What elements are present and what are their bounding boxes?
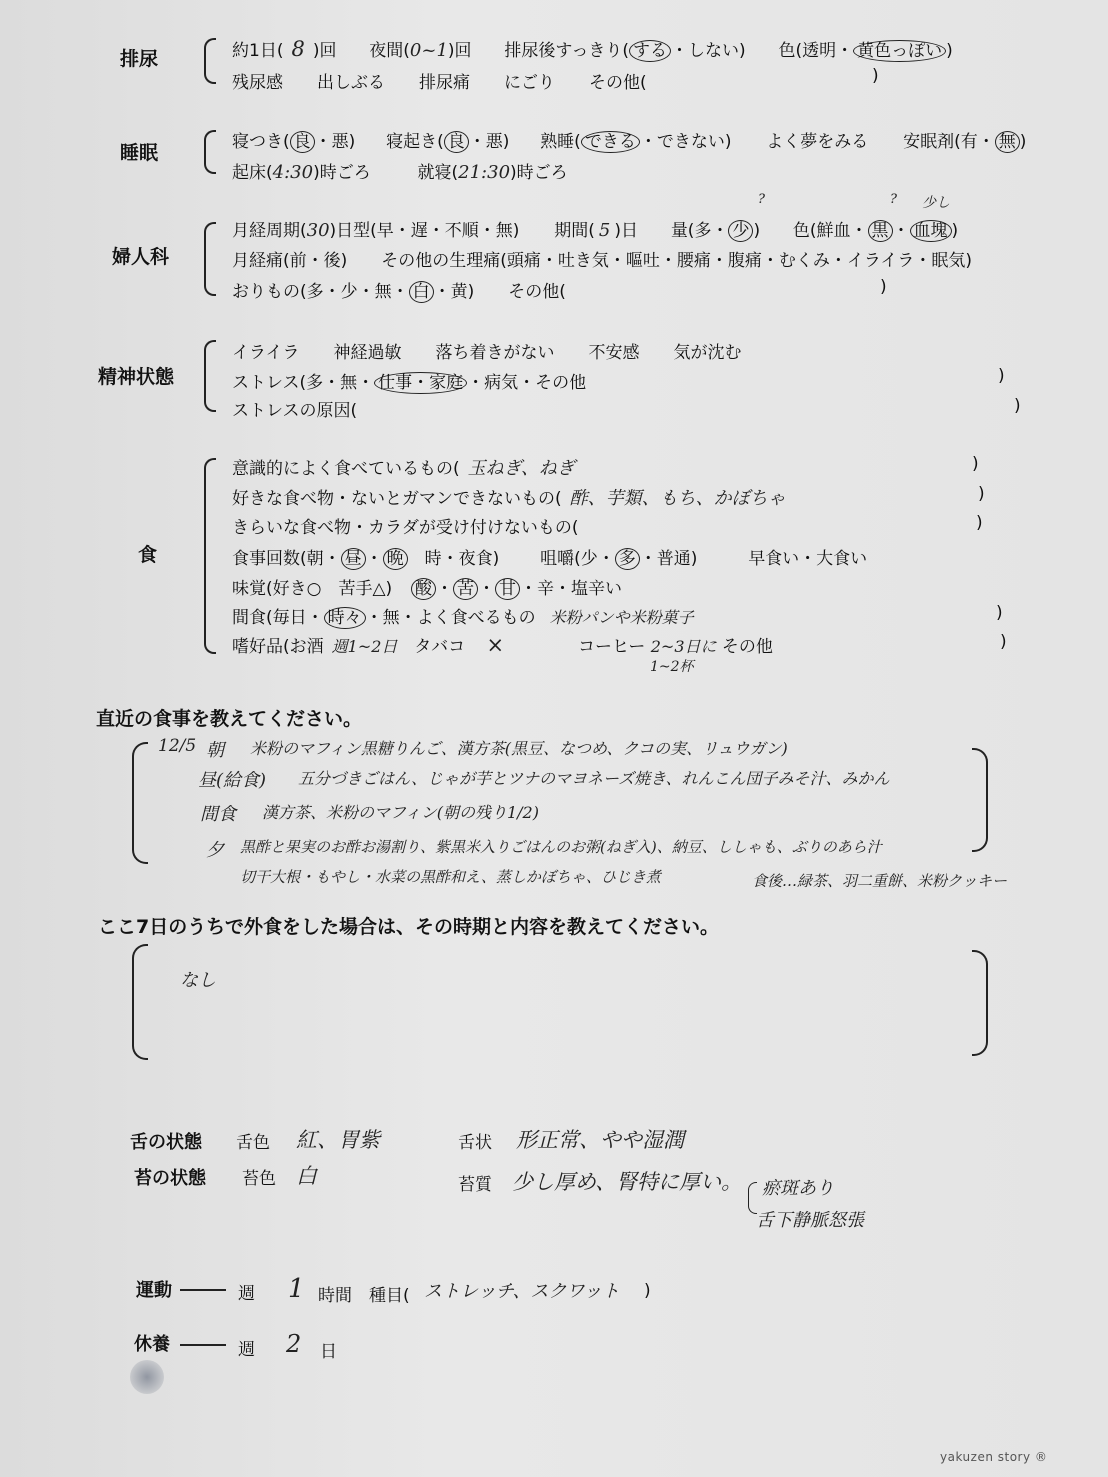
mental-label: 精神状態 xyxy=(98,366,175,388)
gyn-line1: 月経周期(30)日型(早・遅・不順・無) 期間( 5 )日 量(多・ 少 ) 色(鮮血・ 黒 ・ 血塊 ) xyxy=(232,220,959,241)
food-line2: 好きな食べ物・ないとガマンできないもの( 酢、芋類、もち、かぼちゃ xyxy=(232,488,786,509)
gyn-line3: おりもの(多・少・無・ 白 ・黄) その他( xyxy=(232,282,566,302)
coating-quality-label: 苔質 xyxy=(458,1175,492,1195)
gyn-color-circle-black: 黒 xyxy=(868,220,893,242)
food-taste-sweet: 甘 xyxy=(495,578,520,600)
meal-row-breakfast-label: 朝 xyxy=(206,740,224,761)
sleep-pill-circle: 無 xyxy=(995,131,1020,153)
sleep-label: 睡眠 xyxy=(120,142,159,164)
mental-stress-circle: 仕事・家庭 xyxy=(374,372,467,394)
urination-brace xyxy=(204,38,216,84)
food-line1: 意識的によく食べているもの( 玉ねぎ、ねぎ xyxy=(232,458,575,479)
mental-line1: イライラ 神経過敏 落ち着きがない 不安感 気が沈む xyxy=(232,343,742,363)
food-coffee: コーヒー 2~3日に その他 xyxy=(578,637,773,657)
food-chew-circle: 多 xyxy=(615,548,640,570)
mental-line2-close: ) xyxy=(998,366,1005,386)
urination-color-circle: 黄色っぽい xyxy=(853,40,946,62)
food-coffee-value2: 1~2杯 xyxy=(650,659,694,675)
exercise-close: ) xyxy=(644,1281,651,1301)
exercise-items: ストレッチ、スクワット xyxy=(424,1281,620,1302)
tongue-shape-value: 形正常、やや湿潤 xyxy=(516,1128,684,1152)
urination-line1: 約1日( 8 )回 夜間(0~1)回 排尿後すっきり( する ・しない) 色(透明・ 黄色っぽい ) xyxy=(232,37,953,61)
exercise-dash xyxy=(180,1289,226,1291)
food-coffee-value: 2~3日に xyxy=(650,637,717,656)
urination-after-circle: する xyxy=(629,40,671,62)
meal-row-lunch-label: 昼(給食) xyxy=(198,770,267,791)
sleep-rise-value: 4:30 xyxy=(272,162,314,183)
gyn-line3-close: ) xyxy=(880,277,887,297)
tongue-color-value: 紅、胃紫 xyxy=(296,1128,380,1152)
rest-week: 週 xyxy=(238,1340,255,1360)
mental-line3: ストレスの原因( xyxy=(232,401,358,421)
recent-meals-bracket-right xyxy=(972,748,988,852)
food-line7-close: ) xyxy=(1000,632,1007,652)
meal-after: 食後…緑茶、羽二重餅、米粉クッキー xyxy=(752,872,1008,890)
meal-row-snack-label: 間食 xyxy=(200,804,236,825)
meal-row-snack-text: 漢方茶、米粉のマフィン(朝の残り1/2) xyxy=(262,803,539,822)
gyn-note-q2: ? xyxy=(890,192,897,207)
recent-meals-title: 直近の食事を教えてください。 xyxy=(96,708,363,730)
sleep-wake-circle: 良 xyxy=(444,131,469,153)
food-line6: 間食(毎日・ 時々 ・無・よく食べるもの 米粉パンや米粉菓子 xyxy=(232,608,694,628)
food-meal-circle-dinner: 晩 xyxy=(383,548,408,570)
eating-out-bracket-left xyxy=(132,944,148,1060)
gyn-cycle-value: 30 xyxy=(306,220,330,241)
footer-logo: yakuzen story ® xyxy=(940,1450,1048,1464)
food-tobacco-value: × xyxy=(486,633,505,657)
exercise-value: 1 xyxy=(288,1274,305,1304)
food-taste-bitter: 苦 xyxy=(453,578,478,600)
sleep-line2: 起床(4:30)時ごろ 就寝(21:30)時ごろ xyxy=(232,162,568,183)
tongue-note2: 舌下静脈怒張 xyxy=(756,1210,864,1231)
food-snack-value: 米粉パンや米粉菓子 xyxy=(549,608,694,627)
meal-extra: 切干大根・もやし・水菜の黒酢和え、蒸しかぼちゃ、ひじき煮 xyxy=(240,868,661,886)
food-line1-close: ) xyxy=(972,454,979,474)
urination-night-value: 0~1 xyxy=(409,40,448,61)
food-line2-close: ) xyxy=(978,484,985,504)
sleep-line1: 寝つき( 良 ・悪) 寝起き( 良 ・悪) 熟睡( できる ・できない) よく夢をみる 安眠剤(有・ 無 ) xyxy=(232,132,1027,152)
exercise-label: 運動 xyxy=(136,1280,172,1301)
gyn-line2: 月経痛(前・後) その他の生理痛(頭痛・吐き気・嘔吐・腰痛・腹痛・むくみ・イライラ・眠気) xyxy=(232,251,973,271)
sleep-onset-circle: 良 xyxy=(290,131,315,153)
urination-label: 排尿 xyxy=(120,48,159,70)
food-alcohol-value: 週1~2日 xyxy=(331,637,398,656)
gyn-period-value: 5 xyxy=(598,220,611,241)
recent-meals-date: 12/5 xyxy=(158,736,197,756)
food-brace xyxy=(204,458,216,654)
rest-dash xyxy=(180,1344,226,1346)
eating-out-bracket-right xyxy=(972,950,988,1056)
gyn-brace xyxy=(204,222,216,296)
eating-out-value: なし xyxy=(180,970,216,991)
ink-smudge xyxy=(130,1360,164,1394)
food-conscious-value: 玉ねぎ、ねぎ xyxy=(467,458,575,479)
meal-row-dinner-label: 夕 xyxy=(206,840,224,861)
food-line5: 味覚(好き○ 苦手△) 酸 ・ 苦 ・ 甘 ・辛・塩辛い xyxy=(232,579,622,599)
food-meal-circle-lunch: 昼 xyxy=(341,548,366,570)
coating-color-label: 苔色 xyxy=(242,1169,276,1189)
meal-row-lunch-text: 五分づきごはん、じゃが芋とツナのマヨネーズ焼き、れんこん団子みそ汁、みかん xyxy=(298,769,890,788)
mental-line2: ストレス(多・無・ 仕事・家庭 ・病気・その他 xyxy=(232,373,587,393)
food-taste-sour: 酸 xyxy=(411,578,436,600)
mental-line3-close: ) xyxy=(1014,396,1021,416)
rest-value: 2 xyxy=(286,1330,302,1358)
food-snack-circle: 時々 xyxy=(324,607,366,629)
gyn-note-little: 少し xyxy=(922,195,950,211)
food-line4: 食事回数(朝・ 昼 ・ 晩 時・夜食) 咀嚼(少・ 多 ・普通) 早食い・大食い xyxy=(232,549,868,569)
gyn-discharge-circle: 白 xyxy=(409,281,434,303)
recent-meals-bracket-left xyxy=(132,742,148,864)
rest-label: 休養 xyxy=(134,1334,170,1355)
food-line3-close: ) xyxy=(976,513,983,533)
tongue-color-label: 舌色 xyxy=(236,1133,270,1153)
food-favorite-value: 酢、芋類、もち、かぼちゃ xyxy=(569,488,786,509)
food-line6-close: ) xyxy=(996,603,1003,623)
gyn-note-q1: ? xyxy=(758,192,765,207)
sleep-brace xyxy=(204,130,216,174)
mental-brace xyxy=(204,340,216,412)
tongue-label: 舌の状態 xyxy=(130,1132,202,1153)
food-line7: 嗜好品(お酒 週1~2日 タバコ × xyxy=(232,633,505,657)
tongue-shape-label: 舌状 xyxy=(458,1133,492,1153)
eating-out-title: ここ7日のうちで外食をした場合は、その時期と内容を教えてください。 xyxy=(98,916,720,938)
sleep-deep-circle: できる xyxy=(581,131,640,153)
gyn-color-circle-clot: 血塊 xyxy=(910,220,952,242)
food-line3: きらいな食べ物・カラダが受け付けないもの( xyxy=(232,518,579,538)
urination-line2: 残尿感 出しぶる 排尿痛 にごり その他( xyxy=(232,73,647,93)
urination-freq-value: 8 xyxy=(291,37,305,61)
coating-label: 苔の状態 xyxy=(134,1168,206,1189)
gyn-label: 婦人科 xyxy=(112,246,170,268)
rest-unit: 日 xyxy=(320,1342,337,1362)
sleep-bed-value: 21:30 xyxy=(458,162,511,183)
coating-quality-value: 少し厚め、腎特に厚い。 xyxy=(512,1170,743,1194)
gyn-amount-circle: 少 xyxy=(728,220,753,242)
exercise-unit: 時間 種目( xyxy=(318,1286,410,1306)
exercise-week: 週 xyxy=(238,1284,255,1304)
meal-row-dinner-text: 黒酢と果実のお酢お湯割り、紫黒米入りごはんのお粥(ねぎ入)、納豆、ししゃも、ぶりのあら汁 xyxy=(240,838,882,856)
meal-row-breakfast-text: 米粉のマフィン黒糖りんご、漢方茶(黒豆、なつめ、クコの実、リュウガン) xyxy=(250,739,788,758)
urination-line2-close: ) xyxy=(872,66,879,86)
food-label: 食 xyxy=(138,544,158,566)
tongue-note1: 瘀斑あり xyxy=(762,1178,834,1199)
coating-color-value: 白 xyxy=(296,1164,317,1188)
